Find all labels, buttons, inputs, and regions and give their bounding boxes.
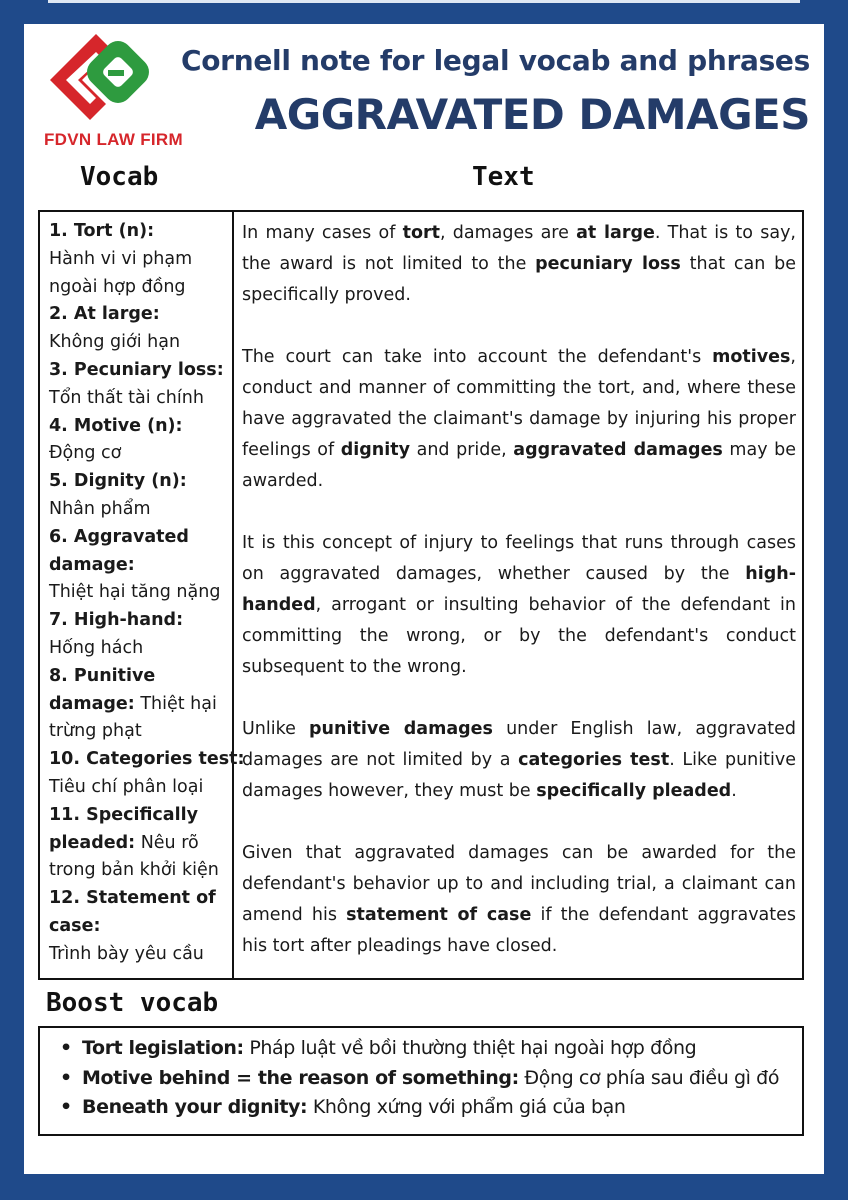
text-column-heading: Text [472, 162, 535, 192]
paragraph-text: , damages are [439, 223, 577, 243]
boost-term: Beneath your dignity: [82, 1096, 308, 1118]
vocab-line [49, 663, 232, 691]
paragraph-text: may be awarded. [242, 440, 796, 491]
vocab-line [49, 440, 232, 468]
vocab-line [49, 274, 232, 302]
boost-meaning: Pháp luật về bồi thường thiệt hại ngoài hợp đồng [243, 1037, 697, 1059]
vocab-line [49, 552, 232, 580]
highlighted-term: pecuniary loss [535, 254, 681, 274]
page-subtitle: Cornell note for legal vocab and phrases [181, 44, 810, 77]
bullet-icon: • [60, 1066, 72, 1089]
boost-vocab-item [60, 1093, 802, 1123]
vocab-line [49, 802, 232, 830]
cornell-table [38, 210, 804, 980]
vocab-term: 4. Motive (n): [49, 415, 183, 436]
highlighted-term: tort [402, 223, 440, 243]
vocab-line [49, 830, 232, 858]
vocab-line [49, 524, 232, 552]
boost-meaning: Không xứng với phẩm giá của bạn [307, 1096, 626, 1118]
highlighted-term: high-handed [242, 564, 796, 615]
boost-vocab-box [38, 1026, 804, 1136]
boost-vocab-heading: Boost vocab [46, 988, 219, 1018]
vocab-meaning: Không giới hạn [49, 332, 181, 353]
highlighted-term: aggravated damages [513, 440, 723, 460]
note-card [24, 24, 824, 1174]
paragraph-text: . That is to say, the award is not limited to the [242, 223, 796, 274]
vocab-line [49, 857, 232, 885]
paragraph-text: and pride, [410, 440, 514, 460]
vocab-line [49, 774, 232, 802]
paragraph-text: In many cases of [242, 223, 403, 243]
vocab-line [49, 496, 232, 524]
highlighted-term: categories test [518, 750, 670, 770]
highlighted-term: punitive damages [309, 719, 493, 739]
vocab-line [49, 329, 232, 357]
vocab-meaning: Nhân phẩm [49, 498, 151, 519]
vocab-line [49, 301, 232, 329]
vocab-line [49, 246, 232, 274]
vocab-line [49, 357, 232, 385]
top-border-line [48, 0, 800, 3]
page-title: AGGRAVATED DAMAGES [254, 90, 810, 139]
paragraph-text: The court can take into account the defendant's [242, 347, 713, 367]
paragraph-text: under English law, aggravated damages are not limited by a [242, 719, 796, 770]
vocab-meaning: trong bản khởi kiện [49, 860, 219, 881]
vocab-meaning: Trình bày yêu cầu [49, 943, 204, 964]
vocab-meaning: Thiệt hại [134, 693, 217, 714]
vocab-line [49, 607, 232, 635]
vocab-term: 8. Punitive [49, 665, 156, 686]
vocab-term: 3. Pecuniary loss: [49, 359, 224, 380]
paragraph-text: , arrogant or insulting behavior of the defendant in committing the wrong, or by the defendant's conduct subsequent to the wrong. [242, 595, 796, 677]
bullet-icon: • [60, 1037, 72, 1059]
highlighted-term: specifically pleaded [536, 781, 732, 801]
vocab-term: 1. Tort (n): [49, 221, 155, 241]
text-paragraph [242, 342, 796, 497]
vocab-term: damage: [49, 554, 135, 575]
highlighted-term: statement of case [346, 905, 532, 925]
vocab-line [49, 913, 232, 941]
paragraph-text: Given that aggravated damages can be awarded for the defendant's behavior up to and including trial, a claimant can amend his [242, 843, 796, 925]
vocab-term: 2. At large: [49, 304, 160, 325]
vocab-meaning: Thiệt hại tăng nặng [49, 582, 221, 603]
boost-term: Tort legislation: [82, 1037, 244, 1059]
vocab-line [49, 746, 245, 774]
vocab-meaning: Hống hách [49, 637, 144, 658]
logo-text: FDVN LAW FIRM [44, 130, 183, 149]
vocab-meaning: Tổn thất tài chính [49, 387, 204, 408]
vocab-column-heading: Vocab [80, 162, 159, 192]
vocab-term: 12. Statement of [49, 888, 216, 909]
vocab-term: 10. Categories test: [49, 749, 245, 770]
boost-vocab-item [60, 1064, 802, 1094]
vocab-line [49, 413, 232, 441]
bullet-icon: • [60, 1096, 72, 1118]
fdvn-logo-icon [44, 30, 154, 130]
paragraph-text: Unlike [242, 719, 310, 739]
vocab-line [49, 218, 232, 246]
boost-term: Motive behind = the reason of something: [82, 1066, 519, 1089]
vocab-term: 5. Dignity (n): [49, 471, 187, 492]
vocab-meaning: Nêu rõ [135, 832, 199, 853]
vocab-line [49, 579, 232, 607]
vocab-line [49, 691, 232, 719]
highlighted-term: at large [576, 223, 655, 243]
vocab-line [49, 635, 232, 663]
vocab-line [49, 885, 232, 913]
vocab-term: 7. High-hand: [49, 610, 184, 631]
vocab-term: pleaded: [49, 832, 136, 853]
boost-vocab-item [60, 1034, 802, 1064]
vocab-column [40, 212, 245, 978]
boost-meaning: Động cơ phía sau điều gì đó [518, 1066, 780, 1089]
vocab-meaning: ngoài hợp đồng [49, 276, 186, 297]
logo [44, 30, 183, 154]
vocab-term: case: [49, 915, 101, 936]
vocab-term: 11. Specifically [49, 804, 199, 825]
paragraph-text: if the defendant aggravates his tort after pleadings have closed. [242, 905, 797, 956]
text-paragraph [242, 714, 796, 807]
highlighted-term: dignity [340, 440, 411, 460]
paragraph-text: It is this concept of injury to feelings that runs through cases on aggravated damages, whether caused by the [242, 533, 796, 584]
paragraph-text: . [731, 781, 737, 801]
vocab-meaning: trừng phạt [49, 721, 142, 742]
vocab-line [49, 718, 232, 746]
paragraph-text: that can be specifically proved. [242, 254, 796, 305]
vocab-meaning: Tiêu chí phân loại [49, 776, 204, 797]
vocab-term: damage: [49, 693, 135, 714]
paragraph-text: . Like punitive damages however, they must be [242, 750, 796, 801]
vocab-line [49, 385, 232, 413]
vocab-meaning: Hành vi vi phạm [49, 248, 193, 269]
highlighted-term: motives [712, 347, 791, 367]
text-paragraph [242, 528, 796, 683]
vocab-meaning: Động cơ [49, 443, 122, 464]
paragraph-text: , conduct and manner of committing the tort, and, where these have aggravated the claimant's damage by injuring his proper feelings of [242, 347, 796, 460]
text-paragraph [242, 218, 796, 311]
text-column [234, 212, 804, 978]
vocab-line [49, 468, 232, 496]
text-paragraph [242, 838, 796, 962]
vocab-line [49, 941, 232, 969]
vocab-term: 6. Aggravated [49, 526, 189, 547]
